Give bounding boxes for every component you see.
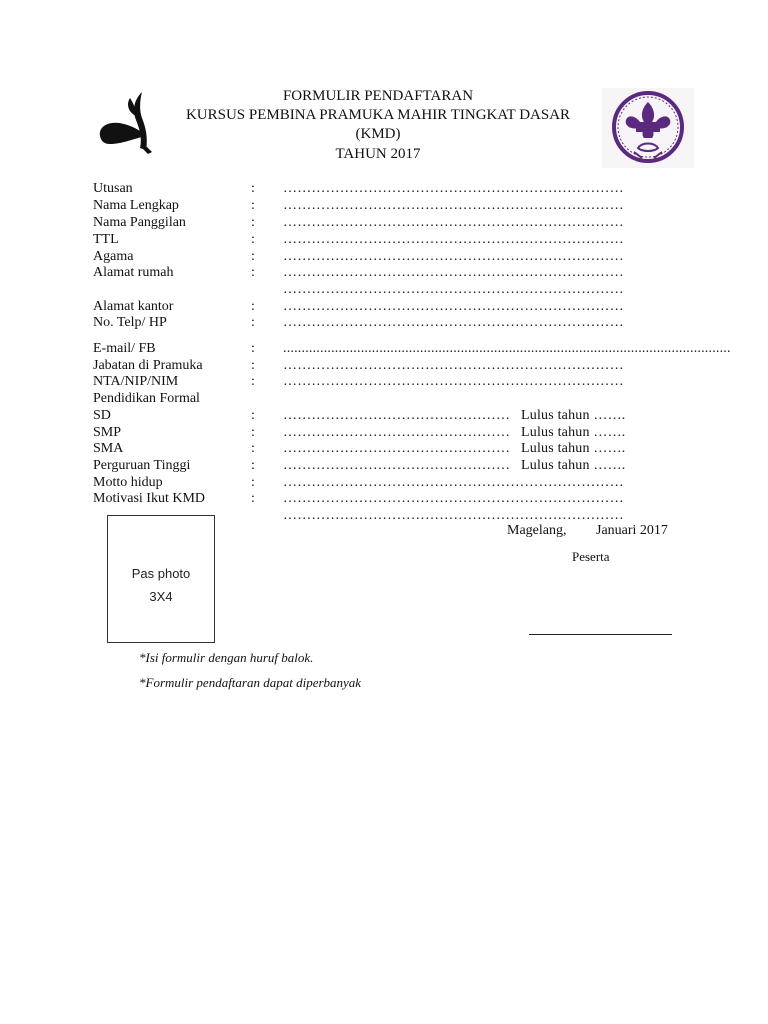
field-label: Alamat kantor bbox=[93, 299, 174, 314]
field-input-line[interactable] bbox=[283, 457, 626, 474]
field-label: E-mail/ FB bbox=[93, 341, 156, 356]
signature-date: Januari 2017 bbox=[596, 523, 668, 538]
graduation-year-field[interactable]: Lulus tahun ……. bbox=[521, 408, 626, 423]
field-label: SD bbox=[93, 408, 111, 423]
note-copyable: *Formulir pendaftaran dapat diperbanyak bbox=[139, 675, 362, 690]
dotted-fill: ……………………………………………………………… bbox=[283, 508, 624, 523]
dotted-fill: ……………………………………………………………… bbox=[283, 491, 624, 506]
field-colon: : bbox=[251, 491, 255, 506]
field-colon: : bbox=[251, 299, 255, 314]
field-colon: : bbox=[251, 249, 255, 264]
dotted-fill: ……………………………………………………………… bbox=[283, 265, 624, 280]
dotted-fill: ……………………………………………………………… bbox=[283, 181, 624, 196]
dotted-fill: ……………………………………………………………… bbox=[283, 315, 624, 330]
field-label: Motto hidup bbox=[93, 475, 163, 490]
field-colon: : bbox=[251, 374, 255, 389]
field-colon: : bbox=[251, 315, 255, 330]
field-label: SMA bbox=[93, 441, 124, 456]
field-label: Perguruan Tinggi bbox=[93, 458, 191, 473]
dotted-fill: ……………………………………………………………… bbox=[283, 299, 624, 314]
field-label: Alamat rumah bbox=[93, 265, 174, 280]
form-year: TAHUN 2017 bbox=[335, 146, 421, 162]
dotted-fill: ……………………………………………………………… bbox=[283, 475, 624, 490]
tunas-kelapa-logo-icon bbox=[96, 86, 154, 156]
field-colon: : bbox=[251, 408, 255, 423]
field-input-line[interactable] bbox=[283, 390, 638, 407]
photo-placeholder bbox=[107, 515, 215, 643]
field-input-line[interactable] bbox=[283, 490, 638, 507]
field-input-line[interactable] bbox=[283, 373, 638, 390]
dotted-fill: ......................................................................................................................... bbox=[283, 341, 731, 356]
field-input-line[interactable] bbox=[283, 298, 638, 315]
dotted-fill: ……………………………………………………………… bbox=[283, 215, 624, 230]
dotted-fill: ……………………………………………………………… bbox=[283, 198, 624, 213]
field-input-line[interactable] bbox=[283, 231, 638, 248]
field-input-line[interactable] bbox=[283, 357, 638, 374]
field-label: Utusan bbox=[93, 181, 133, 196]
dotted-fill: ……………………………………………………………… bbox=[283, 232, 624, 247]
field-input-line[interactable] bbox=[283, 281, 638, 298]
dotted-fill: ………………………………………… bbox=[283, 441, 511, 456]
photo-label: Pas photo bbox=[131, 566, 191, 581]
field-input-line[interactable] bbox=[283, 248, 638, 265]
field-label: Jabatan di Pramuka bbox=[93, 358, 203, 373]
photo-size: 3X4 bbox=[149, 589, 173, 604]
dotted-fill: ……………………………………………………………… bbox=[283, 249, 624, 264]
field-colon: : bbox=[251, 358, 255, 373]
field-input-line[interactable] bbox=[283, 197, 638, 214]
field-colon: : bbox=[251, 341, 255, 356]
dotted-fill: ………………………………………… bbox=[283, 458, 511, 473]
field-colon: : bbox=[251, 198, 255, 213]
graduation-year-field[interactable]: Lulus tahun ……. bbox=[521, 441, 626, 456]
field-input-line[interactable] bbox=[283, 314, 638, 331]
field-colon: : bbox=[251, 215, 255, 230]
field-input-line[interactable] bbox=[283, 180, 638, 197]
field-input-line[interactable] bbox=[283, 407, 626, 424]
field-input-line[interactable] bbox=[283, 424, 626, 441]
field-input-line[interactable] bbox=[283, 264, 638, 281]
course-title: KURSUS PEMBINA PRAMUKA MAHIR TINGKAT DASAR bbox=[185, 107, 571, 123]
dotted-fill: ……………………………………………………………… bbox=[283, 358, 624, 373]
dotted-fill: ……………………………………………………………… bbox=[283, 374, 624, 389]
field-label: Motivasi Ikut KMD bbox=[93, 491, 205, 506]
signature-line bbox=[529, 634, 672, 635]
graduation-year-field[interactable]: Lulus tahun ……. bbox=[521, 458, 626, 473]
field-input-line[interactable] bbox=[283, 440, 626, 457]
course-abbreviation: (KMD) bbox=[355, 126, 401, 142]
field-colon: : bbox=[251, 441, 255, 456]
field-colon: : bbox=[251, 458, 255, 473]
field-label: SMP bbox=[93, 425, 122, 440]
field-colon: : bbox=[251, 475, 255, 490]
field-input-line[interactable] bbox=[283, 507, 638, 524]
dotted-fill: ……………………………………………………………… bbox=[283, 282, 624, 297]
field-colon: : bbox=[251, 181, 255, 196]
scout-emblem-icon bbox=[602, 88, 694, 168]
field-label: Nama Panggilan bbox=[93, 215, 186, 230]
field-input-line[interactable] bbox=[283, 474, 638, 491]
note-block-letters: *Isi formulir dengan huruf balok. bbox=[139, 650, 314, 665]
field-label: NTA/NIP/NIM bbox=[93, 374, 179, 389]
field-input-line[interactable] bbox=[283, 214, 638, 231]
field-label: Pendidikan Formal bbox=[93, 391, 200, 406]
form-title: FORMULIR PENDAFTARAN bbox=[282, 88, 474, 104]
field-colon: : bbox=[251, 232, 255, 247]
field-colon: : bbox=[251, 265, 255, 280]
signature-place: Magelang, bbox=[507, 523, 567, 538]
field-label: Nama Lengkap bbox=[93, 198, 179, 213]
dotted-fill: ………………………………………… bbox=[283, 425, 511, 440]
graduation-year-field[interactable]: Lulus tahun ……. bbox=[521, 425, 626, 440]
field-label: No. Telp/ HP bbox=[93, 315, 167, 330]
signature-role: Peserta bbox=[572, 549, 610, 564]
field-input-line[interactable] bbox=[283, 340, 731, 357]
field-colon: : bbox=[251, 425, 255, 440]
field-label: TTL bbox=[93, 232, 119, 247]
field-label: Agama bbox=[93, 249, 134, 264]
dotted-fill: ………………………………………… bbox=[283, 408, 511, 423]
